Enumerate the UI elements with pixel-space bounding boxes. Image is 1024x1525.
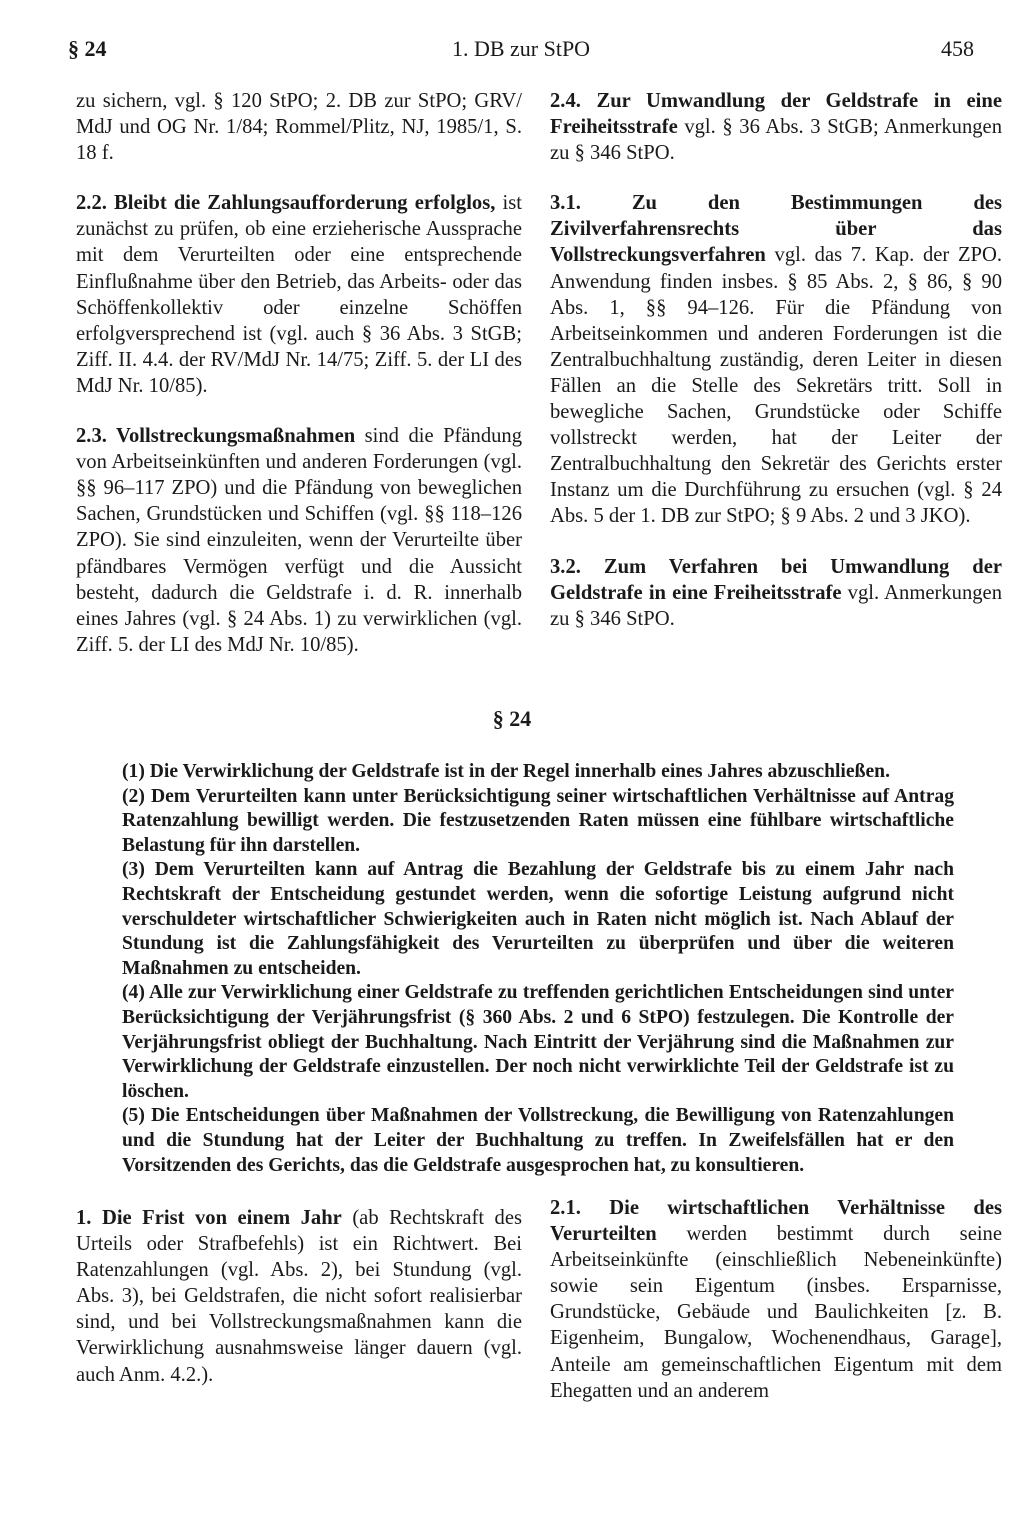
paragraph-text: zu sichern, vgl. § 120 StPO; 2. DB zur StPO; GRV/ MdJ und OG Nr. 1/84; Rommel/Plitz, NJ, 1985/1, S. 18 f. xyxy=(76,90,522,165)
paragraph-text: vgl. Anmerkungen zu § 346 StPO. xyxy=(550,581,1002,630)
column-bottom-left xyxy=(76,1205,522,1388)
section-title: § 24 xyxy=(492,706,532,731)
paragraph-lead: 3.2. Zum Verfahren bei Umwandlung der Geldstrafe in eine Freiheitsstrafe xyxy=(550,555,1002,604)
paragraph-lead: 2.3. Vollstreckungsmaßnahmen xyxy=(76,425,356,448)
law-paragraph-2: (2) Dem Verurteilten kann unter Berücksichtigung seiner wirtschaftlichen Verhältnisse auf Antrag Ratenzahlung bewilligt werden. Die festzusetzenden Raten müssen eine fühlbare wirtschaftliche Belastung für ihn darstellen. xyxy=(122,785,954,856)
paragraph-lead: 3.1. Zu den Bestimmungen des Zivilverfahrensrechts über das Vollstreckungsverfahren xyxy=(550,192,1002,267)
law-paragraph-3: (3) Dem Verurteilten kann auf Antrag die Bezahlung der Geldstrafe bis zu einem Jahr nach Rechtskraft der Entscheidung gestundet werden, wenn die sofortige Leistung aufgrund nicht verschuldeter wirtschaftlicher Schwierigkeiten auch in Raten nicht möglich ist. Nach Ablauf der Stundung ist die Zahlungsfähigkeit des Verurteilten zu überprüfen und über die weiteren Maßnahmen zu entscheiden. xyxy=(122,859,954,979)
paragraph xyxy=(76,88,522,166)
law-text-block xyxy=(122,760,954,1178)
paragraph xyxy=(550,190,1002,529)
column-bottom-right xyxy=(550,1195,1002,1404)
page-number: 458 xyxy=(941,36,974,61)
header-title: 1. DB zur StPO xyxy=(451,36,591,61)
column-top-left xyxy=(76,88,522,658)
paragraph xyxy=(76,1205,522,1388)
paragraph-lead: 2.4. Zur Umwandlung der Geldstrafe in eine Freiheitsstrafe xyxy=(550,90,1002,139)
paragraph xyxy=(76,190,522,399)
paragraph xyxy=(550,554,1002,632)
paragraph-lead: 1. Die Frist von einem Jahr xyxy=(76,1207,342,1229)
paragraph-text: vgl. das 7. Kap. der ZPO. Anwendung finden insbes. § 85 Abs. 2, § 86, § 90 Abs. 1, §§ 94–126. Für die Pfändung von Arbeitseinkommen und anderen Forderungen ist die Zentralbuchhaltung zuständig, deren Leiter in diesen Fällen an die Stelle des Sekretärs tritt. Soll in bewegliche Sachen, Grundstücke oder Schiffe vollstreckt werden, hat der Leiter der Zentralbuchhaltung den Sekretär des Gerichts erster Instanz um die Durchführung zu ersuchen (vgl. § 24 Abs. 5 der 1. DB zur StPO; § 9 Abs. 2 und 3 JKO). xyxy=(550,244,1002,528)
paragraph-lead: 2.2. Bleibt die Zahlungsaufforderung erfolglos, xyxy=(76,192,496,215)
paragraph xyxy=(550,88,1002,166)
paragraph-text: (ab Rechtskraft des Urteils oder Strafbefehls) ist ein Richtwert. Bei Ratenzahlungen (vgl. Abs. 2), bei Stundung (vgl. Abs. 3), bei Geldstrafen, die nicht sofort realisierbar sind, und bei Vollstreckungsmaßnahmen kann die Verwirklichung ausnahmsweise länger dauern (vgl. auch Anm. 4.2.). xyxy=(76,1207,522,1386)
paragraph-text: vgl. § 36 Abs. 3 StGB; Anmerkungen zu § 346 StPO. xyxy=(550,116,1002,165)
law-paragraph-4: (4) Alle zur Verwirklichung einer Geldstrafe zu treffenden gerichtlichen Entscheidungen sind unter Berücksichtigung der Verjährungsfrist (§ 360 Abs. 2 und 6 StPO) festzulegen. Die Kontrolle der Verjährungsfrist obliegt der Buchhaltung. Nach Eintritt der Verjährung sind die Maßnahmen zur Verwirklichung der Geldstrafe einzustellen. Der noch nicht verwirklichte Teil der Geldstrafe ist zu löschen. xyxy=(122,982,954,1102)
law-paragraph-5: (5) Die Entscheidungen über Maßnahmen der Vollstreckung, die Bewilligung von Ratenzahlungen und die Stundung hat der Leiter der Buchhaltung zu treffen. In Zweifelsfällen hat er den Vorsitzenden des Gerichts, das die Geldstrafe ausgesprochen hat, zu konsultieren. xyxy=(122,1105,954,1176)
paragraph xyxy=(76,423,522,658)
law-paragraph-1: (1) Die Verwirklichung der Geldstrafe ist in der Regel innerhalb eines Jahres abzuschließen. xyxy=(122,761,890,782)
paragraph-text: ist zunächst zu prüfen, ob eine erzieherische Aussprache mit dem Verurteilten oder eine entsprechende Einflußnahme über den Betrieb, das Arbeits- oder das Schöffenkollektiv oder einzelne Schöffen erfolgversprechend ist (vgl. auch § 36 Abs. 3 StGB; Ziff. II. 4.4. der RV/MdJ Nr. 14/75; Ziff. 5. der LI des MdJ Nr. 10/85). xyxy=(76,192,522,397)
paragraph-text: sind die Pfändung von Arbeitseinkünften und anderen Forderungen (vgl. §§ 96–117 ZPO) und die Pfändung von beweglichen Sachen, Grundstücken und Schiffen (vgl. §§ 118–126 ZPO). Sie sind einzuleiten, wenn der Verurteilte über pfändbares Vermögen verfügt und die Aussicht besteht, dadurch die Geldstrafe i. d. R. innerhalb eines Jahres (vgl. § 24 Abs. 1) zu verwirklichen (vgl. Ziff. 5. der LI des MdJ Nr. 10/85). xyxy=(76,425,523,656)
paragraph-lead: 2.1. Die wirtschaftlichen Verhältnisse des Verurteilten xyxy=(550,1197,1002,1246)
paragraph xyxy=(550,1195,1002,1404)
column-top-right xyxy=(550,88,1002,632)
header-section: § 24 xyxy=(68,36,107,61)
page-header xyxy=(68,36,974,66)
paragraph-text: werden bestimmt durch seine Arbeitseinkünfte (einschließlich Nebeneinkünfte) sowie sein Eigentum (insbes. Ersparnisse, Grundstücke, Gebäude und Baulichkeiten [z. B. Eigenheim, Bungalow, Wochenendhaus, Garage], Anteile am gemeinschaftlichen Eigentum mit dem Ehegatten und an anderem xyxy=(550,1223,1002,1402)
